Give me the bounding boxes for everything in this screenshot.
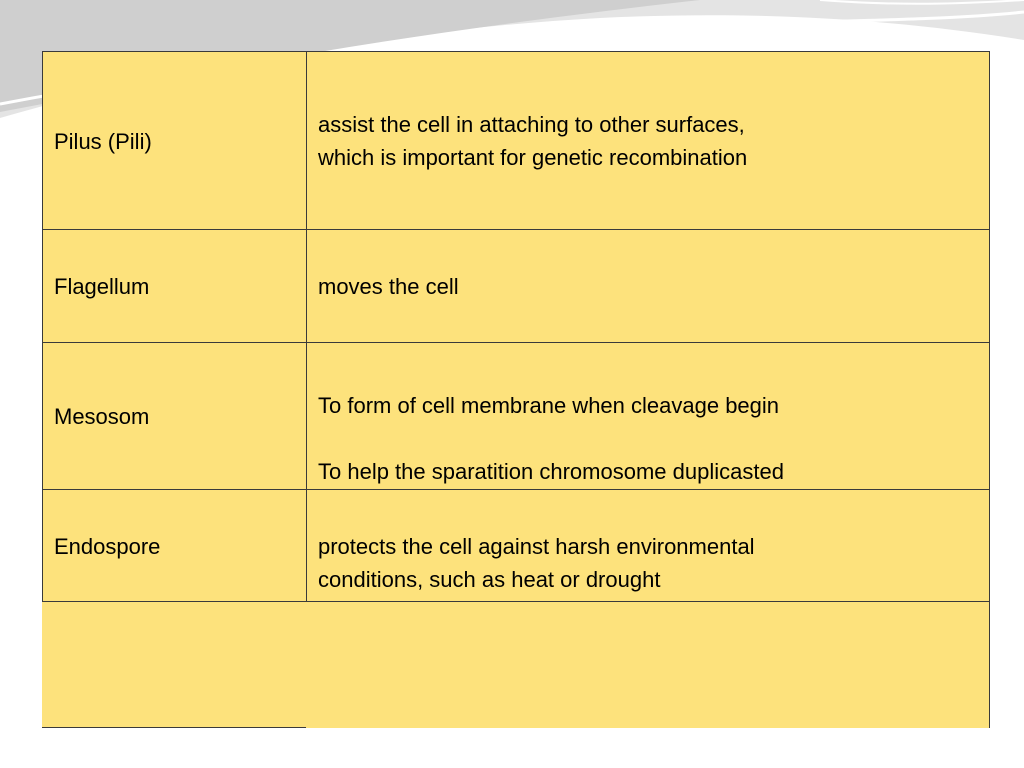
empty-table-row (42, 601, 990, 729)
column-divider (306, 51, 307, 602)
table-border-bottom (42, 727, 306, 728)
structure-name: Endospore (54, 534, 161, 559)
table-row (42, 51, 990, 230)
organelle-table (42, 51, 990, 728)
table-row (42, 342, 990, 490)
structure-name: Mesosom (54, 404, 150, 429)
structure-function: To form of cell membrane when cleavage begin To help the sparatition chromosome duplicasted (318, 393, 784, 484)
structure-name: Pilus (Pili) (54, 128, 152, 154)
structure-function: assist the cell in attaching to other surfaces, which is important for genetic recombination (318, 112, 748, 170)
table-border-left (42, 51, 43, 602)
structure-name: Flagellum (54, 274, 150, 299)
table-border-right (989, 51, 990, 728)
table-row (42, 229, 990, 343)
table-row (42, 489, 990, 602)
structure-function: protects the cell against harsh environmental conditions, such as heat or drought (318, 534, 755, 592)
structure-function: moves the cell (318, 274, 459, 299)
